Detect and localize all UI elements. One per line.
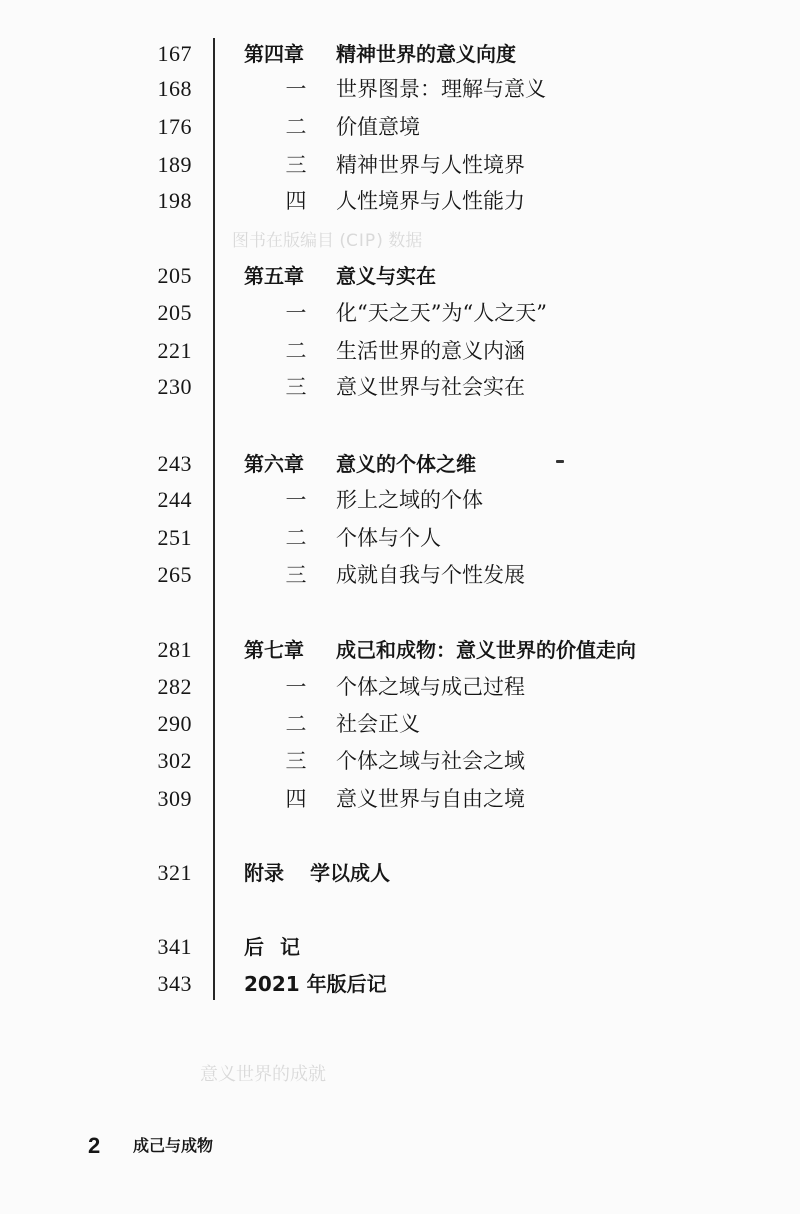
toc-section[interactable] (0, 782, 800, 816)
toc-chapter[interactable] (0, 259, 800, 293)
chapter-title: 意义的个体之维 (336, 452, 476, 476)
page-number: 189 (157, 152, 192, 177)
page-number: 167 (157, 41, 192, 66)
postscript-label: 后记 (244, 935, 316, 959)
section-number: 二 (285, 115, 307, 139)
footer-page-number: 2 (88, 1133, 101, 1158)
chapter-title: 成己和成物：意义世界的价值走向 (336, 638, 636, 662)
section-number: 四 (285, 787, 307, 811)
section-title: 生活世界的意义内涵 (336, 339, 525, 363)
toc-section[interactable] (0, 72, 800, 106)
page-number: 282 (157, 674, 192, 699)
page-number: 341 (157, 934, 192, 959)
bleed-through-text: 意义世界的成就 (200, 1064, 326, 1085)
toc-section[interactable] (0, 370, 800, 404)
toc-section[interactable] (0, 744, 800, 778)
page-number: 321 (157, 860, 192, 885)
footer-book-title: 成己与成物 (133, 1136, 214, 1155)
section-title: 化“天之天”为“人之天” (336, 301, 547, 325)
toc-chapter[interactable] (0, 37, 800, 71)
section-number: 一 (285, 301, 307, 325)
page-number: 290 (157, 711, 192, 736)
section-number: 三 (285, 375, 307, 399)
chapter-title: 精神世界的意义向度 (336, 42, 516, 66)
toc-appendix[interactable] (0, 856, 800, 890)
toc-section[interactable] (0, 148, 800, 182)
page-number: 205 (157, 300, 192, 325)
section-title: 价值意境 (336, 115, 420, 139)
section-number: 三 (285, 153, 307, 177)
toc-section[interactable] (0, 296, 800, 330)
postscript-2021-label: 2021 年版后记 (244, 972, 387, 996)
section-title: 个体之域与成己过程 (336, 675, 525, 699)
page-number: 168 (157, 76, 192, 101)
page-number: 221 (157, 338, 192, 363)
chapter-label: 第六章 (244, 452, 304, 476)
section-title: 个体与个人 (336, 526, 441, 550)
section-title: 人性境界与人性能力 (336, 189, 525, 213)
section-number: 二 (285, 712, 307, 736)
toc-section[interactable] (0, 707, 800, 741)
chapter-title: 意义与实在 (336, 264, 436, 288)
page-number: 244 (157, 487, 192, 512)
page-number: 309 (157, 786, 192, 811)
bleed-through-text: 图书在版编目 (CIP) 数据 (232, 231, 423, 251)
section-title: 个体之域与社会之域 (336, 749, 525, 773)
page-number: 198 (157, 188, 192, 213)
toc-chapter[interactable] (0, 633, 800, 667)
toc-section[interactable] (0, 334, 800, 368)
chapter-label: 第四章 (244, 42, 304, 66)
section-number: 三 (285, 563, 307, 587)
section-title: 精神世界与人性境界 (336, 153, 525, 177)
toc-section[interactable] (0, 521, 800, 555)
chapter-label: 第五章 (244, 264, 304, 288)
toc-section[interactable] (0, 558, 800, 592)
toc-chapter[interactable] (0, 447, 800, 481)
section-title: 意义世界与社会实在 (336, 375, 525, 399)
section-number: 二 (285, 526, 307, 550)
toc-postscript-2021[interactable] (0, 967, 800, 1001)
page-number: 243 (157, 451, 192, 476)
toc-section[interactable] (0, 670, 800, 704)
section-number: 二 (285, 339, 307, 363)
page-number: 343 (157, 971, 192, 996)
page-number: 265 (157, 562, 192, 587)
toc-section[interactable] (0, 184, 800, 218)
section-number: 三 (285, 749, 307, 773)
page-number: 302 (157, 748, 192, 773)
section-title: 社会正义 (336, 712, 420, 736)
section-number: 一 (285, 675, 307, 699)
page-number: 251 (157, 525, 192, 550)
section-title: 世界图景：理解与意义 (336, 77, 546, 101)
appendix-label: 附录 (244, 861, 284, 885)
section-number: 一 (285, 77, 307, 101)
toc-postscript[interactable] (0, 930, 800, 964)
toc-section[interactable] (0, 110, 800, 144)
toc-section[interactable] (0, 483, 800, 517)
section-title: 形上之域的个体 (336, 488, 483, 512)
page-number: 230 (157, 374, 192, 399)
section-title: 意义世界与自由之境 (336, 787, 525, 811)
page-number: 176 (157, 114, 192, 139)
section-number: 四 (285, 189, 307, 213)
appendix-title: 学以成人 (310, 861, 390, 885)
page-number: 281 (157, 637, 192, 662)
page-number: 205 (157, 263, 192, 288)
section-number: 一 (285, 488, 307, 512)
chapter-label: 第七章 (244, 638, 304, 662)
section-title: 成就自我与个性发展 (336, 563, 525, 587)
